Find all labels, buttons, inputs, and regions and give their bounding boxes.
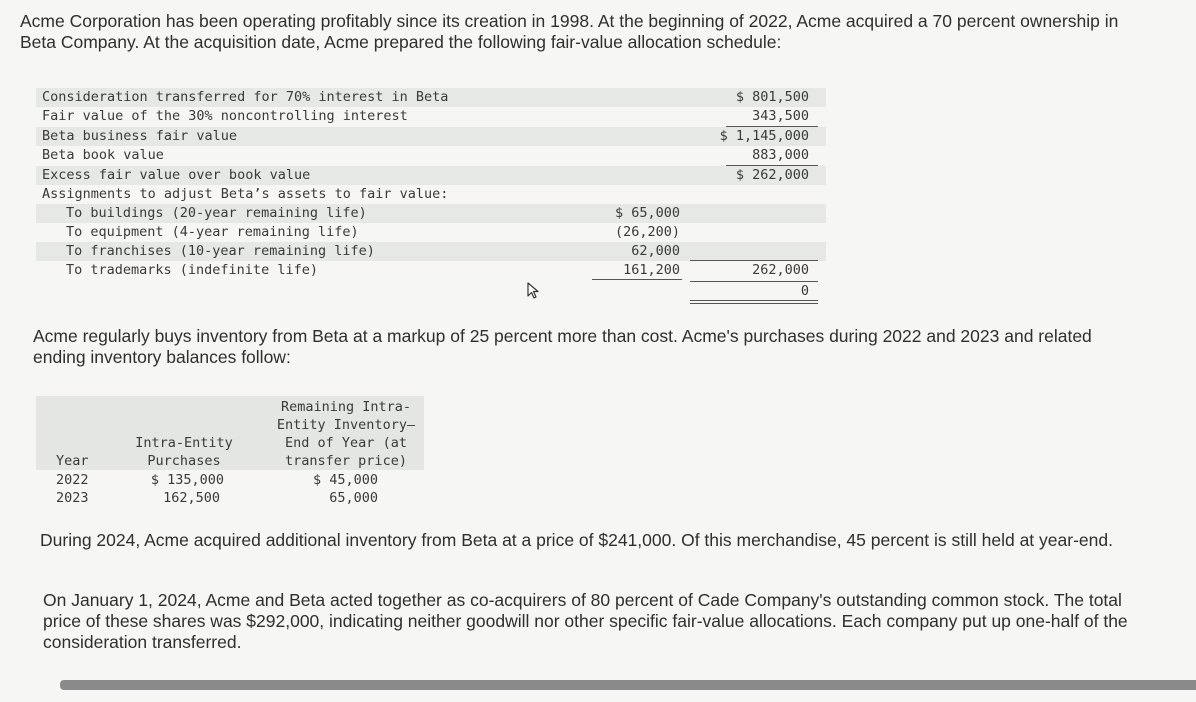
row-label: Beta business fair value: [42, 128, 238, 144]
row-value: 0: [800, 283, 809, 299]
row-remaining: 65,000: [329, 490, 378, 506]
inventory-paragraph: Acme regularly buys inventory from Beta at a markup of 25 percent more than cost. Acme's purchases during 2022 and 2023 and related ending inventory balances follow:: [33, 326, 1092, 367]
header-line: End of Year (at: [285, 435, 407, 451]
row-value: $ 262,000: [735, 167, 809, 183]
double-rule: [690, 303, 818, 304]
row-value: 343,500: [752, 108, 809, 124]
schedule-row: [36, 242, 826, 261]
schedule-row: [36, 223, 826, 242]
schedule-row: [36, 166, 826, 185]
schedule-row: [36, 204, 826, 223]
header-line: Remaining Intra-: [280, 399, 412, 415]
total-rule: [592, 279, 682, 280]
row-label: To equipment (4-year remaining life): [66, 224, 359, 240]
row-label: Excess fair value over book value: [42, 167, 311, 183]
row-label: Assignments to adjust Beta’s assets to fair value:: [42, 186, 449, 202]
row-label: To buildings (20-year remaining life): [66, 205, 367, 221]
row-value: $ 1,145,000: [719, 128, 809, 144]
additional-inventory-paragraph: During 2024, Acme acquired additional inventory from Beta at a price of $241,000. Of this merchandise, 45 percent is still held at year-end.: [40, 530, 1113, 550]
schedule-row: [36, 185, 826, 204]
schedule-row: [36, 88, 826, 107]
schedule-row: [36, 146, 826, 165]
schedule-row: [36, 127, 826, 146]
schedule-row: [36, 107, 826, 126]
intro-paragraph: Acme Corporation has been operating profitably since its creation in 1998. At the beginning of 2022, Acme acquired a 70 percent ownership in Beta Company. At the acquisition date, Acme prepared the following fair-value allocation schedule:: [20, 11, 1119, 52]
schedule-row: [36, 261, 826, 280]
header-line: transfer price): [285, 453, 407, 469]
fair-value-allocation-schedule: [36, 86, 826, 306]
horizontal-scrollbar[interactable]: [60, 680, 1196, 690]
row-purchases: $ 135,000: [150, 472, 224, 488]
inventory-table: [36, 396, 431, 512]
row-remaining: $ 45,000: [312, 472, 378, 488]
row-label: To franchises (10-year remaining life): [66, 243, 375, 259]
header-line: Intra-Entity: [135, 435, 233, 451]
cade-acquisition-paragraph: On January 1, 2024, Acme and Beta acted together as co-acquirers of 80 percent of Cade Company's outstanding common stock. The total price of these shares was $292,000, indicating neither goodwill nor other specific fair-value allocations. Each company put up one-half of the consideration transferred.: [43, 590, 1128, 652]
row-year: 2022: [56, 472, 89, 488]
row-value: $ 801,500: [735, 89, 809, 105]
row-amount: $ 65,000: [614, 205, 680, 221]
row-value: 883,000: [752, 147, 809, 163]
header-purchases: [124, 434, 244, 470]
row-label: Beta book value: [42, 147, 164, 163]
row-label: Consideration transferred for 70% interest in Beta: [42, 89, 449, 105]
row-amount: 161,200: [623, 262, 680, 278]
double-rule: [690, 300, 818, 301]
schedule-row: [36, 282, 826, 301]
mouse-cursor-icon: [527, 282, 541, 305]
row-value: 262,000: [752, 262, 809, 278]
row-year: 2023: [56, 490, 89, 506]
header-line: Purchases: [147, 453, 221, 469]
row-label: Fair value of the 30% noncontrolling interest: [42, 108, 408, 124]
header-remaining-inventory: [256, 398, 436, 470]
row-amount: 62,000: [631, 243, 680, 259]
row-label: To trademarks (indefinite life): [66, 262, 318, 278]
row-purchases: 162,500: [163, 490, 220, 506]
header-year: Year: [56, 453, 89, 469]
header-line: Entity Inventory—: [276, 417, 416, 433]
row-amount: (26,200): [614, 224, 680, 240]
